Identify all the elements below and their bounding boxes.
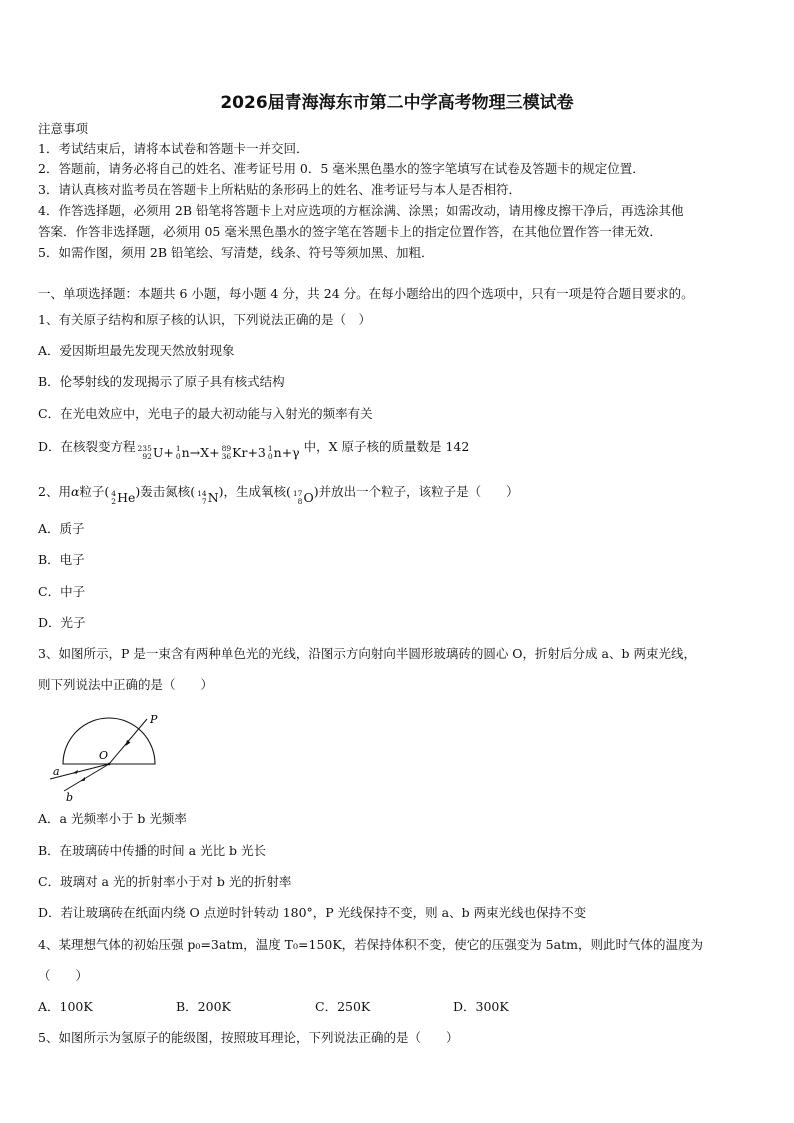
section-heading: 一、单项选择题：本题共 6 小题，每小题 4 分，共 24 分。在每小题给出的四个选项中，只有一项是符合题目要求的。 xyxy=(38,286,694,301)
nitrogen-atomic-number: 7 xyxy=(201,497,207,506)
label-a: a xyxy=(53,765,60,778)
krypton-indices xyxy=(222,445,232,461)
nitrogen-symbol: N xyxy=(207,490,219,505)
q1-option-b: B．伦琴射线的发现揭示了原子具有核式结构 xyxy=(38,374,285,389)
q1-option-c: C．在光电效应中，光电子的最大初动能与入射光的频率有关 xyxy=(38,406,373,421)
oxygen-indices xyxy=(293,490,303,506)
q2-stem-part-5: )并放出一个粒子，该粒子是（ ） xyxy=(313,484,519,499)
notice-item-4: 4．作答选择题，必须用 2B 铅笔将答题卡上对应选项的方框涂满、涂黑；如需改动，请用橡皮擦干净后，再选涂其他 xyxy=(38,203,684,218)
q2-option-c: C．中子 xyxy=(38,584,86,599)
notice-item-5: 5．如需作图，须用 2B 铅笔绘、写清楚，线条、符号等须加黑、加粗． xyxy=(38,245,434,260)
product-neutron-symbol: n+γ xyxy=(273,445,300,460)
q1-d-prefix: D．在核裂变方程 xyxy=(38,439,136,454)
q2-stem-part-1: 2、用 xyxy=(38,484,71,499)
refracted-ray-b xyxy=(64,764,109,791)
reaction-arrow: →X+ xyxy=(189,445,220,460)
uranium-indices xyxy=(138,445,152,461)
q5-stem: 5、如图所示为氢原子的能级图，按照玻耳理论，下列说法正确的是（ ） xyxy=(38,1030,459,1045)
q1-option-d xyxy=(38,438,469,462)
label-b: b xyxy=(66,791,74,804)
ray-b-arrow-icon xyxy=(80,777,85,782)
helium-nucleus xyxy=(109,489,135,507)
krypton-atomic-number: 36 xyxy=(221,452,232,461)
page-title: 2026届青海海东市第二中学高考物理三模试卷 xyxy=(220,93,574,113)
incident-arrow-icon xyxy=(126,740,131,746)
nitrogen-indices xyxy=(197,490,207,506)
uranium-symbol: U+ xyxy=(152,445,174,460)
helium-atomic-number: 2 xyxy=(111,497,117,506)
alpha-symbol: α xyxy=(70,484,80,499)
uranium-atomic-number: 92 xyxy=(142,452,152,461)
notice-item-3: 3．请认真核对监考员在答题卡上所粘贴的条形码上的姓名、准考证号与本人是否相符． xyxy=(38,182,521,197)
krypton-symbol: Kr+3 xyxy=(232,445,266,460)
product-neutron-atomic-number: 0 xyxy=(267,452,273,461)
neutron-mass-number: 1 xyxy=(175,444,181,453)
neutron-indices xyxy=(176,445,181,461)
center-point-o xyxy=(108,763,111,766)
q2-option-a: A．质子 xyxy=(38,521,85,536)
q2-stem xyxy=(38,483,519,507)
q2-stem-part-4: )，生成氧核( xyxy=(218,484,291,499)
fission-equation xyxy=(136,444,300,462)
nitrogen-mass-number: 14 xyxy=(197,489,207,498)
notice-item-4-continued: 答案．作答非选择题，必须用 05 毫米黑色墨水的签字笔在答题卡上的指定位置作答，在其他位置作答一律无效． xyxy=(38,224,662,239)
label-o: O xyxy=(99,749,109,762)
q4-stem-line-1: 4、某理想气体的初始压强 p₀=3atm，温度 T₀=150K，若保持体积不变，使它的压强变为 5atm，则此时气体的温度为 xyxy=(38,937,703,952)
oxygen-atomic-number: 8 xyxy=(297,497,303,506)
oxygen-symbol: O xyxy=(303,490,314,505)
q1-stem: 1、有关原子结构和原子核的认识，下列说法正确的是（ ） xyxy=(38,312,371,327)
oxygen-nucleus xyxy=(291,489,314,507)
q1-d-suffix: 中，X 原子核的质量数是 142 xyxy=(299,439,470,454)
q4-option-b: B．200K xyxy=(176,999,231,1014)
q2-stem-part-2: 粒子( xyxy=(79,484,110,499)
q4-stem-line-2: （ ） xyxy=(38,968,89,983)
q2-stem-part-3: )轰击氮核( xyxy=(135,484,196,499)
q3-option-a: A．a 光频率小于 b 光频率 xyxy=(38,811,187,826)
q3-option-d: D．若让玻璃砖在纸面内绕 O 点逆时针转动 180°，P 光线保持不变，则 a、b 两束光线也保持不变 xyxy=(38,905,587,920)
product-neutron-mass-number: 1 xyxy=(267,444,273,453)
oxygen-mass-number: 17 xyxy=(292,489,303,498)
q2-option-b: B．电子 xyxy=(38,552,85,567)
notice-item-1: 1．考试结束后，请将本试卷和答题卡一并交回． xyxy=(38,141,309,156)
nitrogen-nucleus xyxy=(195,489,218,507)
label-p: P xyxy=(150,713,158,726)
helium-indices xyxy=(111,490,116,506)
neutron-symbol: n xyxy=(181,445,190,460)
q3-stem-line-2: 则下列说法中正确的是（ ） xyxy=(38,677,214,692)
q3-stem-line-1: 3、如图所示，P 是一束含有两种单色光的光线，沿图示方向射向半圆形玻璃砖的圆心 O，折射后分成 a、b 两束光线， xyxy=(38,646,696,661)
helium-mass-number: 4 xyxy=(111,489,117,498)
semicircle-glass-brick xyxy=(63,718,155,764)
helium-symbol: He xyxy=(117,490,136,505)
q4-option-d: D．300K xyxy=(453,999,509,1014)
semicircle-glass-figure xyxy=(36,707,166,807)
q4-option-a: A．100K xyxy=(38,999,93,1014)
q3-option-c: C．玻璃对 a 光的折射率小于对 b 光的折射率 xyxy=(38,874,292,889)
neutron-atomic-number: 0 xyxy=(175,452,181,461)
notice-item-2: 2．答题前，请务必将自己的姓名、准考证号用 0．5 毫米黑色墨水的签字笔填写在试卷及答题卡的规定位置． xyxy=(38,161,645,176)
q1-option-a: A．爱因斯坦最先发现天然放射现象 xyxy=(38,343,235,358)
q3-option-b: B．在玻璃砖中传播的时间 a 光比 b 光长 xyxy=(38,843,267,858)
krypton-mass-number: 89 xyxy=(221,444,232,453)
q4-option-c: C．250K xyxy=(315,999,371,1014)
notice-heading: 注意事项 xyxy=(38,121,89,136)
product-neutron-indices xyxy=(268,445,273,461)
uranium-mass-number: 235 xyxy=(137,444,152,453)
q2-option-d: D．光子 xyxy=(38,615,86,630)
